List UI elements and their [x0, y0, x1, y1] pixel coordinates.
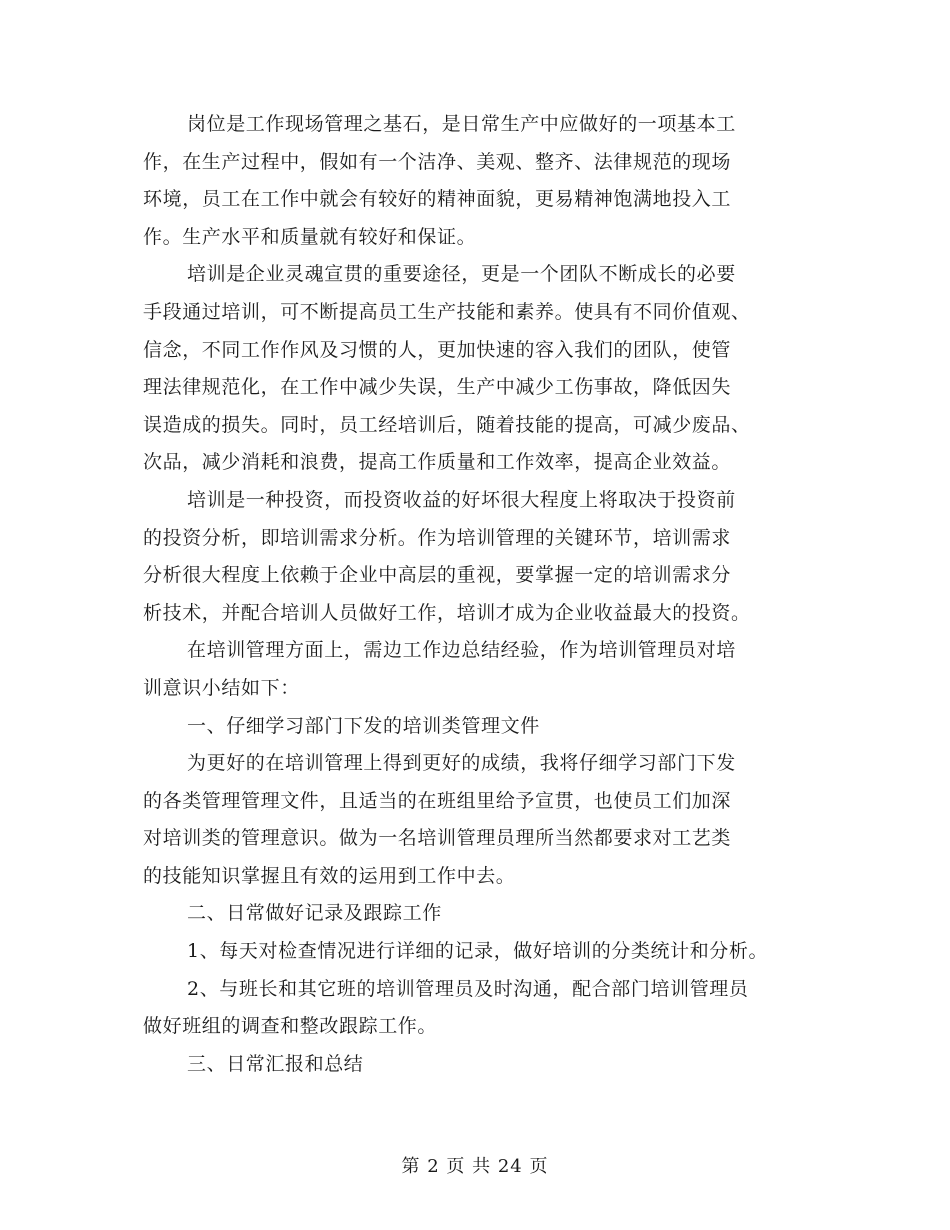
page-footer: 第 2 页 共 24 页: [401, 1156, 549, 1177]
text-line: 在培训管理方面上，需边工作边总结经验，作为培训管理员对培: [187, 639, 736, 662]
text-line: 的投资分析，即培训需求分析。作为培训管理的关键环节，培训需求: [143, 526, 732, 549]
text-line: 岗位是工作现场管理之基石，是日常生产中应做好的一项基本工: [187, 113, 736, 135]
text-line: 理法律规范化，在工作中减少失误，生产中减少工伤事故，降低因失: [143, 376, 732, 399]
text-line: 的各类管理管理文件，且适当的在班组里给予宣贯，也使员工们加深: [143, 789, 732, 812]
text-line: 分析很大程度上依赖于企业中高层的重视，要掌握一定的培训需求分: [143, 564, 732, 587]
text-line: 次品，减少消耗和浪费，提高工作质量和工作效率，提高企业效益。: [143, 451, 732, 474]
text-line: 训意识小结如下：: [143, 676, 300, 699]
text-line: 二、日常做好记录及跟踪工作: [187, 902, 442, 925]
text-line: 三、日常汇报和总结: [187, 1052, 364, 1075]
text-line: 1、每天对检查情况进行详细的记录，做好培训的分类统计和分析。: [187, 940, 769, 963]
text-line: 一、仔细学习部门下发的培训类管理文件: [187, 714, 540, 737]
text-line: 作。生产水平和质量就有较好和保证。: [143, 225, 477, 248]
text-line: 培训是企业灵魂宣贯的重要途径，更是一个团队不断成长的必要: [187, 263, 736, 286]
text-line: 做好班组的调查和整改跟踪工作。: [143, 1015, 438, 1038]
text-line: 作，在生产过程中，假如有一个洁净、美观、整齐、法律规范的现场: [143, 150, 732, 173]
text-line: 手段通过培训，可不断提高员工生产技能和素养。使具有不同价值观、: [143, 300, 751, 323]
text-line: 析技术，并配合培训人员做好工作，培训才成为企业收益最大的投资。: [143, 601, 751, 624]
text-line: 对培训类的管理意识。做为一名培训管理员理所当然都要求对工艺类: [143, 827, 732, 850]
text-line: 环境，员工在工作中就会有较好的精神面貌，更易精神饱满地投入工: [143, 188, 732, 211]
text-line: 信念，不同工作作风及习惯的人，更加快速的容入我们的团队，使管: [143, 338, 732, 361]
text-line: 培训是一种投资，而投资收益的好坏很大程度上将取决于投资前: [187, 488, 736, 511]
text-line: 误造成的损失。同时，员工经培训后，随着技能的提高，可减少废品、: [143, 413, 751, 436]
text-line: 2、与班长和其它班的培训管理员及时沟通，配合部门培训管理员: [187, 977, 749, 1000]
text-line: 为更好的在培训管理上得到更好的成绩，我将仔细学习部门下发: [187, 752, 736, 775]
document-body: [143, 106, 823, 1083]
text-line: 的技能知识掌握且有效的运用到工作中去。: [143, 864, 516, 887]
